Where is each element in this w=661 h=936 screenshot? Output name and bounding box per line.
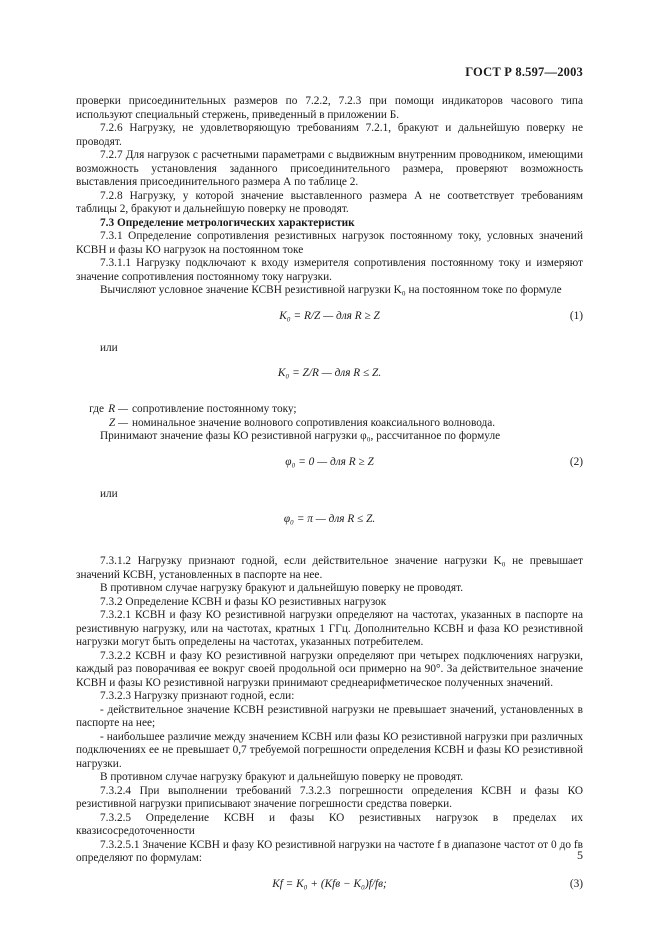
paragraph-7-3-2-2: 7.3.2.2 КСВН и фазу КО резистивной нагрузки определяют при четырех подключениях нагрузки, каждый раз поворачивая ее вокруг своей продольной оси примерно на 90°. За действительное значение КСВН и фазы КО резистивной нагрузки принимают среднеарифметическое полученных значений.: [76, 649, 583, 689]
document-id-header: ГОСТ Р 8.597—2003: [465, 65, 583, 79]
page-body: [76, 95, 583, 910]
page-number: 5: [577, 848, 583, 862]
paragraph-7-2-6: 7.2.6 Нагрузку, не удовлетворяющую требованиям 7.2.1, бракуют и дальнейшую поверку не проводят.: [76, 122, 583, 148]
paragraph-7-2-7: 7.2.7 Для нагрузок с расчетными параметрами с выдвижным внутренним проводником, имеющими возможность установления заданного присоединительного размера, проверяют возможность выставления присоединительного размера А по таблице 2.: [76, 149, 583, 188]
formula-2: [76, 456, 583, 476]
formula-3-number: (3): [569, 877, 583, 890]
list-item: - действительное значение КСВН резистивной нагрузки не превышает значений, установленных в паспорте на нее;: [76, 703, 583, 729]
paragraph-7-3-2-5-1: 7.3.2.5.1 Значение КСВН и фазу КО резистивной нагрузки на частоте f в диапазоне частот от 0 до fв определяют по формулам:: [76, 838, 583, 864]
paragraph-phase: Принимают значение фазы КО резистивной нагрузки φ₀, рассчитанное по формуле: [100, 430, 501, 442]
paragraph-7-3-2-5: 7.3.2.5 Определение КСВН и фазы КО резистивных нагрузок в пределах их квазисосредоточенности: [76, 811, 583, 837]
formula-1-number: (1): [569, 309, 583, 322]
list-item: - наибольшее различие между значением КСВН или фазы КО резистивной нагрузки при различных подключениях ее не превышает 0,7 требуемой погрешности определения КСВН и фазы КО резистивной нагрузки.: [76, 730, 583, 770]
paragraph-7-3-1-1: 7.3.1.1 Нагрузку подключают к входу измерителя сопротивления постоянному току и измеряют значение сопротивления постоянному току нагрузки.: [76, 257, 583, 283]
formula-3-expression: Kf = K₀ + (Kfв − K₀)f/fв;: [272, 877, 387, 890]
formula-1b-expression: K₀ = Z/R — для R ≤ Z.: [277, 367, 382, 379]
where-item-r: [76, 403, 583, 417]
or-label: или: [100, 341, 118, 354]
formula-3: [76, 878, 583, 898]
where-item-z: [76, 417, 583, 431]
formula-1b: [76, 367, 583, 387]
paragraph-7-3-1: 7.3.1 Определение сопротивления резистивных нагрузок постоянному току, условных значений КСВН и фазы КО нагрузок на постоянном токе: [76, 230, 583, 256]
where-desc-r: сопротивление постоянному току;: [132, 403, 297, 415]
paragraph-7-3-2: 7.3.2 Определение КСВН и фазы КО резистивных нагрузок: [100, 595, 387, 608]
paragraph-7-3-2-1: 7.3.2.1 КСВН и фазу КО резистивной нагрузки определяют на частотах, указанных в паспорте на резистивную нагрузку, или на частотах, кратных 1 ГГц. Дополнительно КСВН и фаза КО резистивной нагрузки могут быть определены на частотах, указанных потребителем.: [76, 609, 583, 648]
where-symbol-z: Z —: [108, 416, 128, 429]
paragraph-7-2-8: 7.2.8 Нагрузку, у которой значение выставленного размера А не соответствует требованиям таблицы 2, бракуют и дальнейшую поверку не проводят.: [76, 189, 583, 215]
where-desc-z: номинальное значение волнового сопротивления коаксиального волновода.: [132, 416, 496, 429]
paragraph-7-3-2-3: 7.3.2.3 Нагрузку признают годной, если:: [100, 690, 295, 702]
paragraph-7-3-2-4: 7.3.2.4 При выполнении требований 7.3.2.3 погрешности определения КСВН и фазы КО резистивной нагрузки приписывают значение погрешности средства поверки.: [76, 784, 583, 810]
formula-2b-expression: φ₀ = π — для R ≤ Z.: [283, 513, 376, 525]
formula-1-expression: K₀ = R/Z — для R ≥ Z: [279, 309, 380, 322]
paragraph: проверки присоединительных размеров по 7.2.2, 7.2.3 при помощи индикаторов часового типа используют специальный стержень, приведенный в приложении Б.: [76, 95, 583, 121]
paragraph-reject: В противном случае нагрузку бракуют и дальнейшую поверку не проводят.: [100, 582, 464, 594]
formula-2-expression: φ₀ = 0 — для R ≥ Z: [285, 455, 374, 468]
paragraph-reject: В противном случае нагрузку бракуют и дальнейшую поверку не проводят.: [100, 771, 464, 783]
paragraph-compute-k0: Вычисляют условное значение КСВН резистивной нагрузки K₀ на постоянном токе по формуле: [100, 284, 562, 296]
formula-2b: [76, 513, 583, 533]
formula-1: [76, 310, 583, 330]
where-label: где: [89, 403, 104, 415]
paragraph-7-3-1-2: 7.3.1.2 Нагрузку признают годной, если действительное значение нагрузки K₀ не превышает значений КСВН, установленных в паспорте на нее.: [76, 555, 583, 581]
section-heading-7-3: 7.3 Определение метрологических характеристик: [100, 216, 355, 229]
where-symbol-r: R —: [108, 403, 128, 415]
formula-2-number: (2): [569, 455, 583, 468]
or-label: или: [100, 487, 118, 500]
